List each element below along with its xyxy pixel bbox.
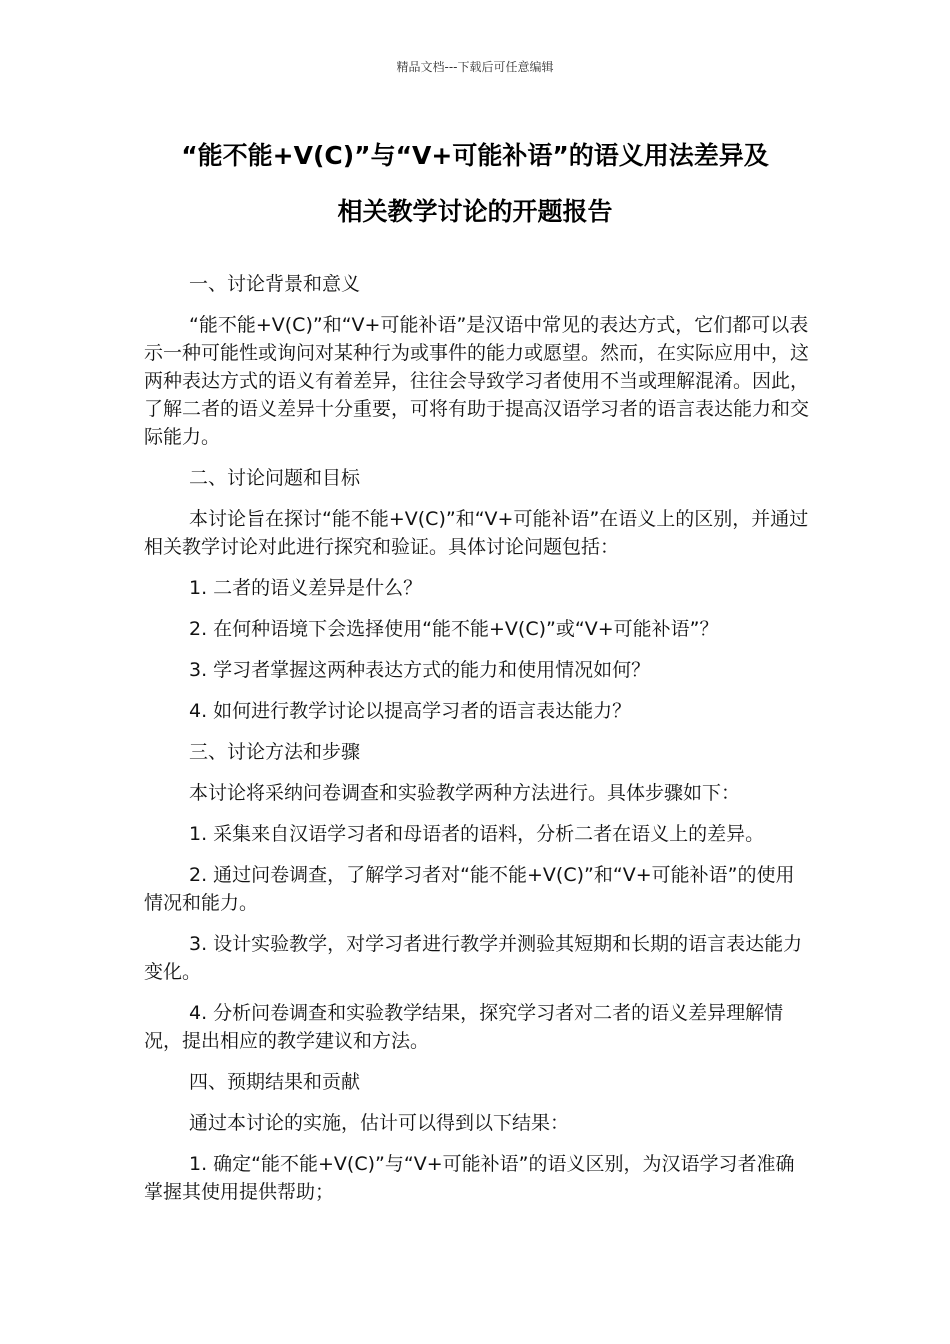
section-heading-2: 二、讨论问题和目标	[189, 467, 361, 489]
page-header: 精品文档---下载后可任意编辑	[396, 60, 554, 74]
list-item: 1. 确定“能不能+V(C)”与“V+可能补语”的语义区别，为汉语学习者准确掌握其使用提供帮助；	[144, 1153, 795, 1203]
list-item: 2. 在何种语境下会选择使用“能不能+V(C)”或“V+可能补语”？	[189, 618, 719, 640]
title-line-2: 相关教学讨论的开题报告	[337, 197, 613, 226]
document-title	[140, 128, 810, 240]
section-3-paragraph: 本讨论将采纳问卷调查和实验教学两种方法进行。具体步骤如下：	[189, 782, 741, 804]
list-item: 3. 设计实验教学，对学习者进行教学并测验其短期和长期的语言表达能力变化。	[144, 933, 803, 983]
list-item: 1. 二者的语义差异是什么？	[189, 577, 423, 599]
list-item: 2. 通过问卷调查，了解学习者对“能不能+V(C)”和“V+可能补语”的使用情况和能力。	[144, 864, 795, 914]
section-heading-3: 三、讨论方法和步骤	[189, 741, 361, 763]
title-line-1: “能不能+V(C)”与“V+可能补语”的语义用法差异及	[181, 141, 769, 170]
list-item: 1. 采集来自汉语学习者和母语者的语料，分析二者在语义上的差异。	[189, 823, 765, 845]
section-4-paragraph: 通过本讨论的实施，估计可以得到以下结果：	[189, 1112, 570, 1134]
section-heading-1: 一、讨论背景和意义	[189, 273, 361, 295]
list-item: 4. 分析问卷调查和实验教学结果，探究学习者对二者的语义差异理解情况，提出相应的教学建议和方法。	[144, 1002, 784, 1052]
list-item: 3. 学习者掌握这两种表达方式的能力和使用情况如何？	[189, 659, 651, 681]
section-2-paragraph: 本讨论旨在探讨“能不能+V(C)”和“V+可能补语”在语义上的区别，并通过相关教学讨论对此进行探究和验证。具体讨论问题包括：	[144, 508, 809, 558]
section-heading-4: 四、预期结果和贡献	[189, 1071, 361, 1093]
list-item: 4. 如何进行教学讨论以提高学习者的语言表达能力？	[189, 700, 632, 722]
document-body	[144, 270, 810, 1219]
section-1-paragraph: “能不能+V(C)”和“V+可能补语”是汉语中常见的表达方式，它们都可以表示一种可能性或询问对某种行为或事件的能力或愿望。然而，在实际应用中，这两种表达方式的语义有着差异，往往会导致学习者使用不当或理解混淆。因此，了解二者的语义差异十分重要，可将有助于提高汉语学习者的语言表达能力和交际能力。	[144, 314, 810, 448]
